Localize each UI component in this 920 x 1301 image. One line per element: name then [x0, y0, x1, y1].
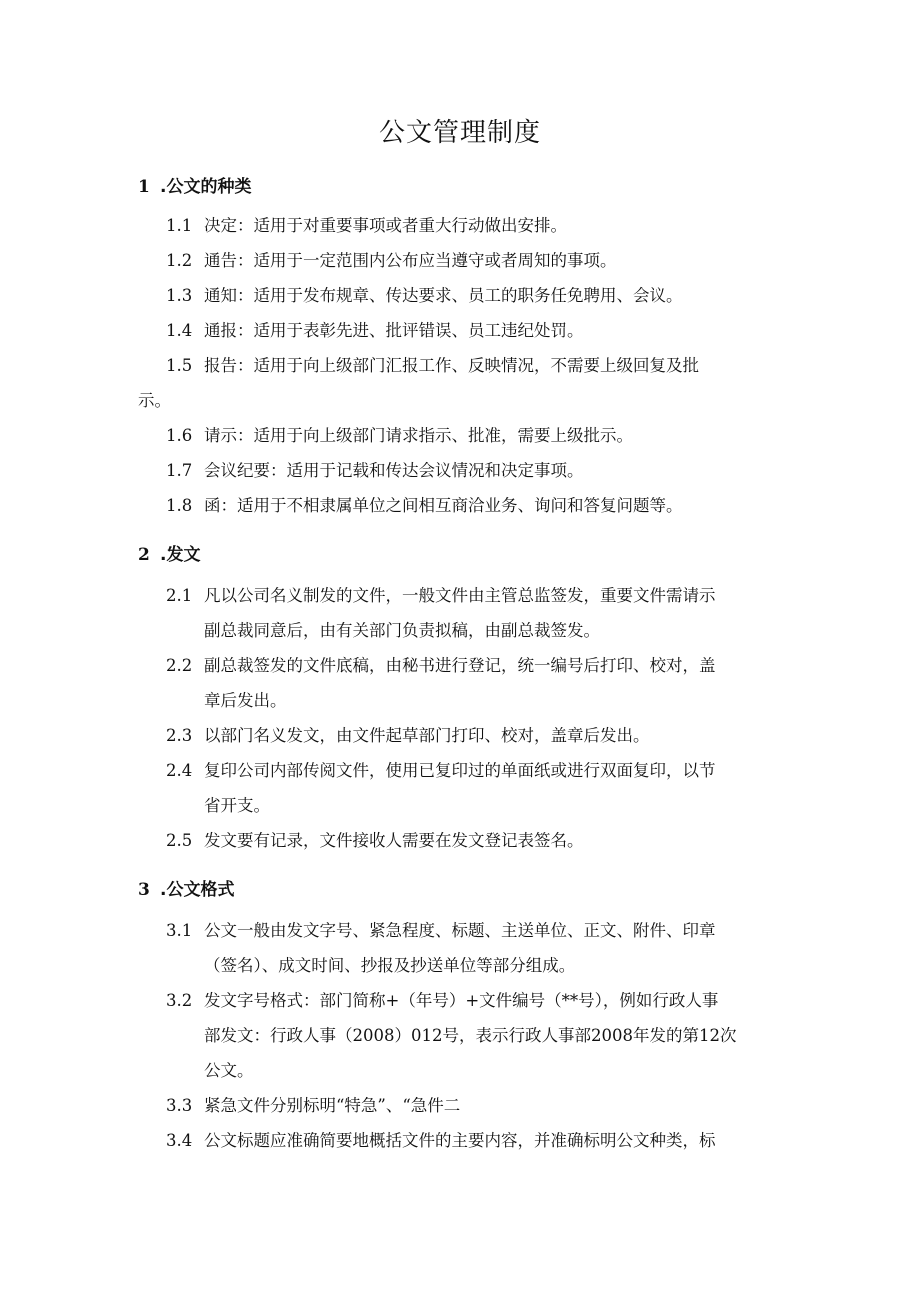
section-title: .发文: [160, 545, 201, 565]
item-number: 1.8: [166, 496, 193, 515]
item-text: 决定：适用于对重要事项或者重大行动做出安排。: [204, 216, 567, 235]
item-text: [204, 983, 786, 1088]
list-item-2-3: [166, 718, 786, 753]
list-item-3-3: [166, 1088, 786, 1123]
section-number: 3: [138, 880, 150, 900]
list-item-3-4: [166, 1123, 786, 1158]
item-text: [204, 718, 786, 753]
item-text-line: 复印公司内部传阅文件，使用已复印过的单面纸或进行双面复印，以节: [204, 761, 716, 780]
item-text: 函：适用于不相隶属单位之间相互商洽业务、询问和答复问题等。: [204, 496, 683, 515]
item-number: 2.4: [166, 761, 193, 780]
item-text: 请示：适用于向上级部门请求指示、批准，需要上级批示。: [204, 426, 633, 445]
list-item-1-3: [166, 278, 683, 313]
item-number: 2.1: [166, 586, 193, 605]
item-text-line: 章后发出。: [204, 691, 287, 710]
item-number: 1.6: [166, 426, 193, 445]
section-heading-2: [138, 540, 200, 565]
item-number: 1.3: [166, 286, 193, 305]
item-number: 1.7: [166, 461, 193, 480]
item-text-line: 副总裁签发的文件底稿，由秘书进行登记，统一编号后打印、校对，盖: [204, 656, 716, 675]
item-number: 1.1: [166, 216, 193, 235]
list-item-2-2: [166, 648, 786, 718]
item-text-line: 紧急文件分别标明“特急”、“急件二: [204, 1096, 461, 1115]
item-number: 3.1: [166, 921, 193, 940]
item-text: [204, 913, 786, 983]
section-heading-1: [138, 172, 251, 197]
item-text-line: 副总裁同意后，由有关部门负责拟稿，由副总裁签发。: [204, 621, 600, 640]
item-number: 2.2: [166, 656, 193, 675]
item-text: [204, 1123, 786, 1158]
item-text-line: 发文要有记录，文件接收人需要在发文登记表签名。: [204, 831, 584, 850]
item-text-line: 省开支。: [204, 796, 270, 815]
item-text: 报告：适用于向上级部门汇报工作、反映情况，不需要上级回复及批: [204, 356, 699, 375]
item-number: 2.3: [166, 726, 193, 745]
list-item-2-5: [166, 823, 786, 858]
section-title: .公文格式: [160, 880, 235, 900]
section-number: 2: [138, 545, 150, 565]
list-item-1-6: [166, 418, 633, 453]
item-number: 3.4: [166, 1131, 193, 1150]
list-item-1-1: [166, 208, 567, 243]
item-text: [204, 753, 786, 823]
list-item-1-2: [166, 243, 617, 278]
list-item-1-5: [166, 348, 699, 383]
section-heading-3: [138, 875, 234, 900]
item-text: [204, 823, 786, 858]
item-text-line: 发文字号格式：部门简称+（年号）+文件编号（**号），例如行政人事: [204, 991, 719, 1010]
item-number: 3.2: [166, 991, 193, 1010]
item-text-line: 公文标题应准确简要地概括文件的主要内容，并准确标明公文种类，标: [204, 1131, 716, 1150]
item-text-line: 公文。: [204, 1061, 254, 1080]
list-item-1-5-continuation: 示。: [138, 391, 171, 410]
item-text: [204, 578, 786, 648]
list-item-3-2: [166, 983, 786, 1088]
section-title: .公文的种类: [160, 177, 252, 197]
list-item-1-7: [166, 453, 584, 488]
item-number: 3.3: [166, 1096, 193, 1115]
item-text-line: （签名）、成文时间、抄报及抄送单位等部分组成。: [204, 956, 576, 975]
item-number: 1.2: [166, 251, 193, 270]
section-number: 1: [138, 177, 150, 197]
item-text-line: 以部门名义发文，由文件起草部门打印、校对，盖章后发出。: [204, 726, 650, 745]
list-item-3-1: [166, 913, 786, 983]
item-text-line: 部发文：行政人事（2008）012号，表示行政人事部2008年发的第12次: [204, 1026, 737, 1045]
item-text: 通告：适用于一定范围内公布应当遵守或者周知的事项。: [204, 251, 617, 270]
item-text: [204, 1088, 786, 1123]
item-number: 2.5: [166, 831, 193, 850]
page-title: 公文管理制度: [378, 118, 541, 148]
item-text: 通报：适用于表彰先进、批评错误、员工违纪处罚。: [204, 321, 584, 340]
item-number: 1.5: [166, 356, 193, 375]
item-number: 1.4: [166, 321, 193, 340]
list-item-1-8: [166, 488, 683, 523]
item-text: 通知：适用于发布规章、传达要求、员工的职务任免聘用、会议。: [204, 286, 683, 305]
list-item-1-4: [166, 313, 584, 348]
list-item-2-1: [166, 578, 786, 648]
item-text: [204, 648, 786, 718]
list-item-2-4: [166, 753, 786, 823]
item-text-line: 凡以公司名义制发的文件，一般文件由主管总监签发，重要文件需请示: [204, 586, 716, 605]
item-text-line: 公文一般由发文字号、紧急程度、标题、主送单位、正文、附件、印章: [204, 921, 716, 940]
item-text: 会议纪要：适用于记载和传达会议情况和决定事项。: [204, 461, 584, 480]
